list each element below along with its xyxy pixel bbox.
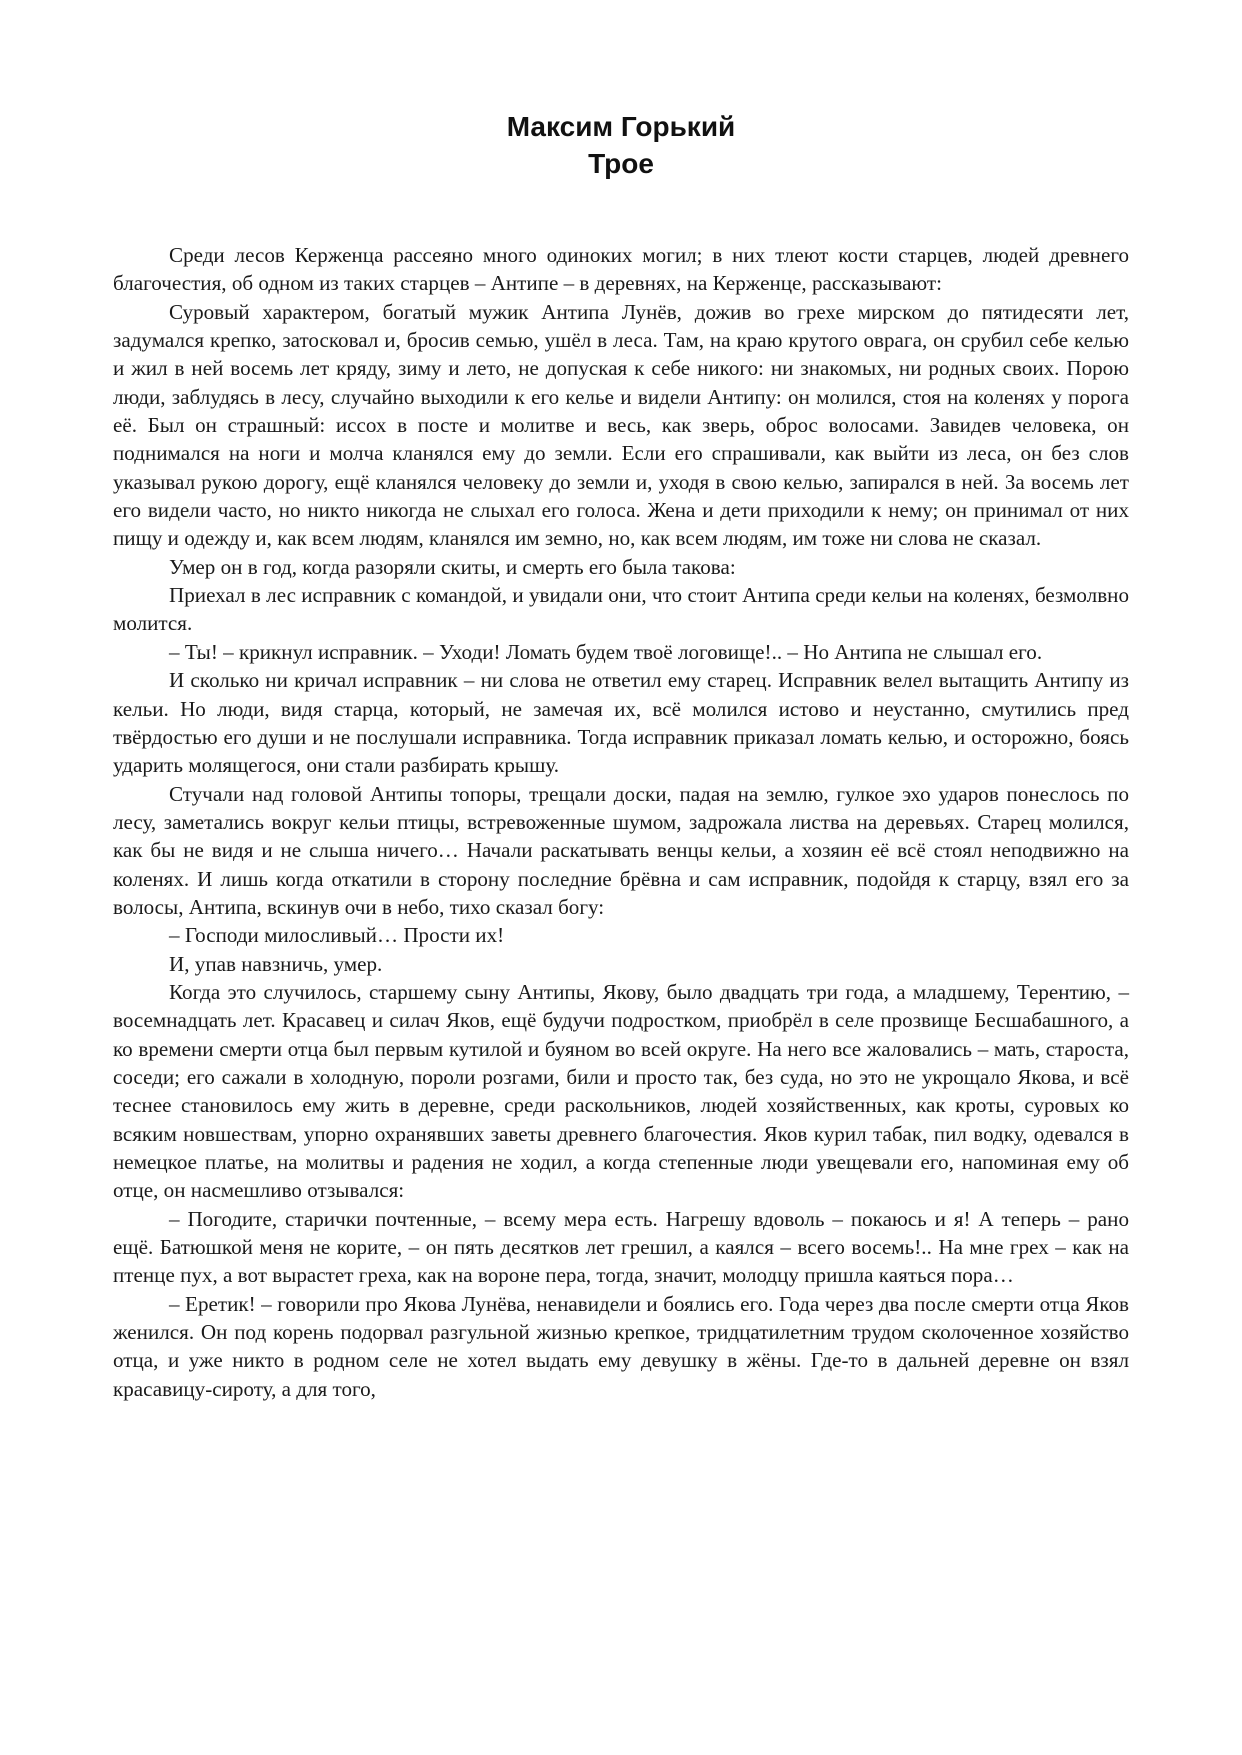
book-title: Трое: [588, 148, 654, 179]
title-block: [0, 108, 1242, 182]
paragraph: – Ты! – крикнул исправник. – Уходи! Ломать будем твоё логовище!.. – Но Антипа не слышал его.: [169, 639, 1043, 664]
paragraph: И, упав навзничь, умер.: [169, 951, 383, 976]
body-text: [113, 241, 1129, 1403]
paragraph: – Господи милосливый… Прости их!: [169, 923, 505, 948]
paragraph: И сколько ни кричал исправник – ни слова не ответил ему старец. Исправник велел вытащить Антипу из кельи. Но люди, видя старца, который, не замечая их, всё молился истово и неустанно, смутились пред твёрдостью его души и не послушали исправника. Тогда исправник приказал ломать келью, и осторожно, боясь ударить молящегося, они стали разбирать крышу.: [113, 668, 1129, 778]
paragraph: Приехал в лес исправник с командой, и увидали они, что стоит Антипа среди кельи на коленях, безмолвно молится.: [113, 583, 1129, 636]
paragraph: Среди лесов Керженца рассеяно много одиноких могил; в них тлеют кости старцев, людей древнего благочестия, об одном из таких старцев – Антипе – в деревнях, на Керженце, рассказывают:: [113, 243, 1129, 296]
paragraph: Умер он в год, когда разоряли скиты, и смерть его была такова:: [169, 554, 736, 579]
paragraph: Когда это случилось, старшему сыну Антипы, Якову, было двадцать три года, а младшему, Терентию, – восемнадцать лет. Красавец и силач Яков, ещё будучи подростком, приобрёл в селе прозвище Бесшабашного, а ко времени смерти отца был первым кутилой и буяном во всей округе. На него все жаловались – мать, староста, соседи; его сажали в холодную, пороли розгами, били и просто так, без суда, но это не укрощало Якова, и всё теснее становилось ему жить в деревне, среди раскольников, людей хозяйственных, как кроты, суровых ко всяким новшествам, упорно охранявших заветы древнего благочестия. Яков курил табак, пил водку, одевался в немецкое платье, на молитвы и радения не ходил, а когда степенные люди увещевали его, напоминая ему об отце, он насмешливо отзывался:: [113, 979, 1129, 1203]
paragraph: – Еретик! – говорили про Якова Лунёва, ненавидели и боялись его. Года через два после смерти отца Яков женился. Он под корень подорвал разгульной жизнью крепкое, тридцатилетним трудом сколоченное хозяйство отца, и уже никто в родном селе не хотел выдать ему девушку в жёны. Где-то в дальней деревне он взял красавицу-сироту, а для того,: [113, 1291, 1129, 1401]
paragraph: – Погодите, старички почтенные, – всему мера есть. Нагрешу вдоволь – покаюсь и я! А теперь – рано ещё. Батюшкой меня не корите, – он пять десятков лет грешил, а каялся – всего восемь!.. На мне грех – как на птенце пух, а вот вырастет греха, как на вороне пера, тогда, значит, молодцу пришла каяться пора…: [113, 1206, 1129, 1288]
paragraph: Суровый характером, богатый мужик Антипа Лунёв, дожив во грехе мирском до пятидесяти лет, задумался крепко, затосковал и, бросив семью, ушёл в леса. Там, на краю крутого оврага, он срубил себе келью и жил в ней восемь лет кряду, зиму и лето, не допуская к себе никого: ни знакомых, ни родных своих. Порою люди, заблудясь в лесу, случайно выходили к его келье и видели Антипу: он молился, стоя на коленях у порога её. Был он страшный: иссох в посте и молитве и весь, как зверь, оброс волосами. Завидев человека, он поднимался на ноги и молча кланялся ему до земли. Если его спрашивали, как выйти из леса, он без слов указывал рукою дорогу, ещё кланялся человеку до земли и, уходя в свою келью, запирался в ней. За восемь лет его видели часто, но никто никогда не слыхал его голоса. Жена и дети приходили к нему; он принимал от них пищу и одежду и, как всем людям, кланялся им земно, но, как всем людям, им тоже ни слова не сказал.: [113, 299, 1129, 551]
author-name: Максим Горький: [506, 111, 736, 142]
paragraph: Стучали над головой Антипы топоры, трещали доски, падая на землю, гулкое эхо ударов понеслось по лесу, заметались вокруг кельи птицы, встревоженные шумом, задрожала листва на деревьях. Старец молился, как бы не видя и не слыша ничего… Начали раскатывать венцы кельи, а хозяин её всё стоял неподвижно на коленях. И лишь когда откатили в сторону последние брёвна и сам исправник, подойдя к старцу, взял его за волосы, Антипа, вскинув очи в небо, тихо сказал богу:: [113, 781, 1129, 919]
